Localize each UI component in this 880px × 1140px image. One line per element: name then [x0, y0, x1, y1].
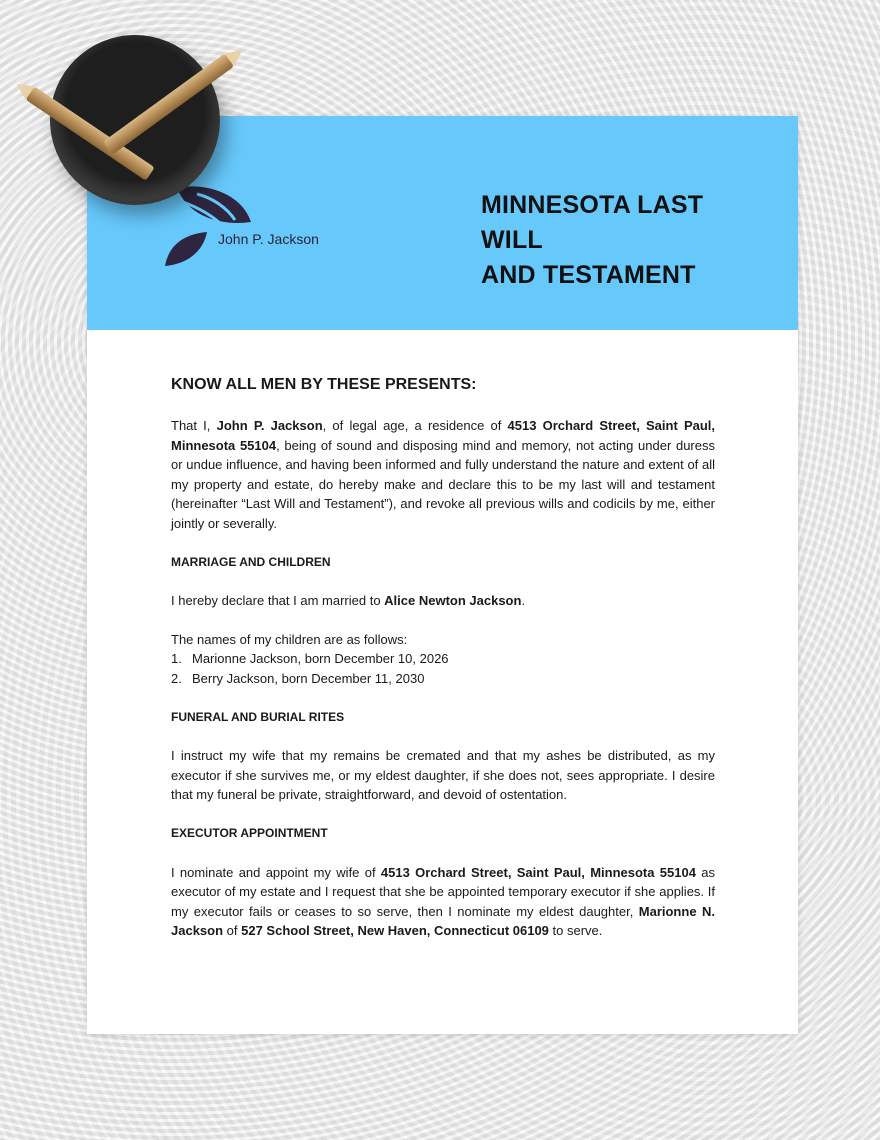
- document-body: [171, 374, 715, 941]
- funeral-section-title: FUNERAL AND BURIAL RITES: [171, 709, 345, 724]
- daughter-name: Marionne N. Jackson: [171, 903, 715, 939]
- executor-paragraph: I nominate and appoint my wife of 4513 Orchard Street, Saint Paul, Minnesota 55104 as executor of my estate and I request that she be appointed temporary executor if she applies. If my executor fails or ceases to so serve, then I nominate my eldest daughter, Marionne N. Jackson of 527 School Street, New Haven, Connecticut 06109 to serve.: [171, 864, 715, 939]
- header-name: John P. Jackson: [218, 231, 319, 247]
- children-list: [171, 649, 715, 688]
- executor-section-title: EXECUTOR APPOINTMENT: [171, 825, 328, 840]
- document-page: [87, 116, 798, 1034]
- leaf-logo-icon: [163, 182, 255, 266]
- spouse-name: Alice Newton Jackson: [384, 593, 522, 609]
- executor-address: 4513 Orchard Street, Saint Paul, Minnesota 55104: [380, 864, 696, 880]
- funeral-paragraph: I instruct my wife that my remains be cremated and that my ashes be distributed, as my executor if she survives me, or my eldest daughter, if she does not, sees appropriate. I desire that my funeral be private, straightforward, and devoid of ostentation.: [171, 748, 715, 803]
- presents-heading: KNOW ALL MEN BY THESE PRESENTS:: [171, 376, 477, 393]
- list-item: 2. Berry Jackson, born December 11, 2030: [171, 670, 425, 686]
- marriage-paragraph: I hereby declare that I am married to Alice Newton Jackson.: [171, 593, 526, 609]
- marriage-section-title: MARRIAGE AND CHILDREN: [171, 554, 331, 569]
- testator-name: John P. Jackson: [216, 418, 323, 433]
- children-intro: The names of my children are as follows:: [171, 631, 408, 647]
- document-title-line-2: AND TESTAMENT: [481, 261, 696, 289]
- list-item: 1. Marionne Jackson, born December 10, 2026: [171, 651, 449, 667]
- intro-paragraph: That I, John P. Jackson, of legal age, a residence of 4513 Orchard Street, Saint Paul, Minnesota 55104, being of sound and disposing mind and memory, not acting under duress or undue influence, and having been informed and fully understand the nature and extent of all my property and estate, do hereby make and declare this to be my last will and testament (hereinafter “Last Will and Testament”), and revoke all previous wills and codicils by me, either jointly or severally.: [171, 418, 716, 531]
- testator-address: 4513 Orchard Street, Saint Paul, Minnesota 55104: [171, 418, 716, 453]
- document-title-line-1: MINNESOTA LAST WILL: [481, 191, 704, 254]
- document-title: [481, 188, 771, 293]
- daughter-address: 527 School Street, New Haven, Connecticut 06109: [241, 923, 549, 939]
